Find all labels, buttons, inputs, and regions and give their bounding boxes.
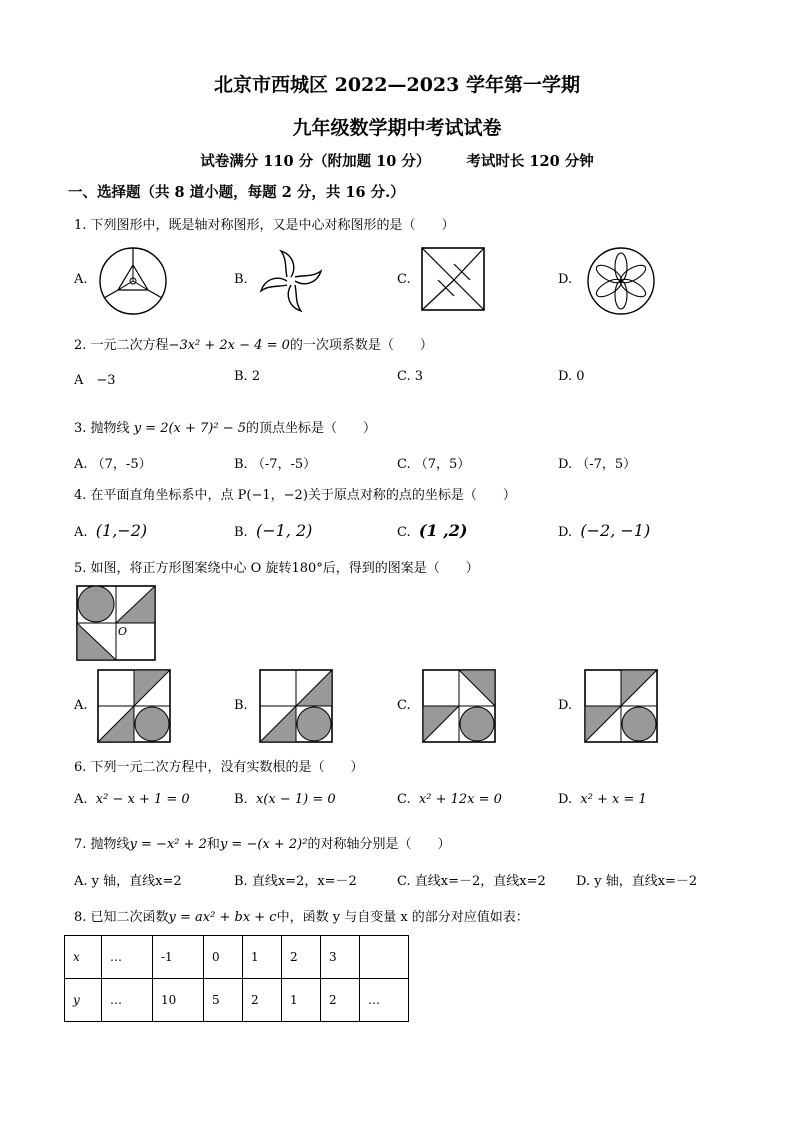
section-title: 一、选择题（共 8 道小题，每题 2 分，共 16 分.） [68, 184, 405, 201]
q1-label-d: D. [558, 272, 573, 287]
q2-option-b: B. 2 [234, 369, 261, 384]
q7-option-c: C. 直线x=－2，直线x=2 [397, 874, 546, 889]
q3-option-a: A. （7，-5） [74, 457, 152, 472]
exam-info [0, 150, 794, 171]
table-row [65, 936, 409, 979]
q5-figure-d [583, 668, 659, 744]
table-cell: 10 [153, 979, 204, 1022]
q7-option-a: A. y 轴，直线x=2 [74, 874, 182, 889]
q1-label-b: B. [234, 272, 248, 287]
q3-equation: y = 2(x + 7)² − 5 [133, 421, 247, 436]
q8-equation: y = ax² + bx + c [168, 910, 277, 925]
q3-option-c: C. （7，5） [397, 457, 471, 472]
q6-option-d: D. x² + x = 1 [558, 792, 647, 807]
table-cell: y [65, 979, 102, 1022]
q5-figure-c [421, 668, 497, 744]
q3-option-d: D. （-7，5） [558, 457, 637, 472]
table-cell: … [102, 936, 153, 979]
q4-option-d: D. (−2, −1) [558, 521, 651, 540]
exam-subtitle: 九年级数学期中考试试卷 [292, 117, 502, 139]
q4-option-b: B. (−1, 2) [234, 521, 313, 540]
table-cell: … [102, 979, 153, 1022]
q4-option-a: A. (1,−2) [74, 521, 148, 540]
q5-figure-b [258, 668, 334, 744]
question-4-text: 4. 在平面直角坐标系中，点 P(−1，−2)关于原点对称的点的坐标是（ ） [74, 488, 516, 503]
q4-option-c: C. (1 ,2) [397, 521, 468, 540]
table-cell: … [360, 979, 409, 1022]
question-8-text: 8. 已知二次函数y = ax² + bx + c中，函数 y 与自变量 x 的部分对应值如表： [74, 910, 529, 925]
q2-equation: −3x² + 2x − 4 = 0 [168, 338, 290, 353]
table-cell: 2 [321, 979, 360, 1022]
q6-option-c: C. x² + 12x = 0 [397, 792, 502, 807]
q1-label-a: A. [74, 272, 88, 287]
q3-option-b: B. （-7，-5） [234, 457, 317, 472]
q5-label-b: B. [234, 698, 248, 713]
q5-label-a: A. [74, 698, 88, 713]
table-row [65, 979, 409, 1022]
question-3-text: 3. 抛物线 y = 2(x + 7)² − 5的顶点坐标是（ ） [74, 421, 377, 436]
table-cell [360, 936, 409, 979]
q6-option-b: B. x(x − 1) = 0 [234, 792, 336, 807]
q2-option-c: C. 3 [397, 369, 424, 384]
q5-figure-a [96, 668, 172, 744]
table-cell: 0 [204, 936, 243, 979]
table-cell: 2 [243, 979, 282, 1022]
table-cell: 1 [282, 979, 321, 1022]
table-cell: 1 [243, 936, 282, 979]
q1-figure-a [96, 244, 170, 318]
q6-option-a: A. x² − x + 1 = 0 [74, 792, 190, 807]
q7-option-d: D. y 轴，直线x=－2 [576, 874, 698, 889]
table-cell: 5 [204, 979, 243, 1022]
q1-figure-b [256, 246, 326, 316]
q7-equation-2: y = −(x + 2)² [219, 837, 308, 852]
q5-original-figure [74, 583, 158, 663]
q7-option-b: B. 直线x=2，x=－2 [234, 874, 357, 889]
q1-label-c: C. [397, 272, 411, 287]
q8-value-table [64, 935, 409, 1022]
question-2-text: 2. 一元二次方程−3x² + 2x − 4 = 0的一次项系数是（ ） [74, 338, 433, 353]
q2-option-d: D. 0 [558, 369, 585, 384]
q2-option-a: A −3 [74, 373, 116, 388]
question-7-text: 7. 抛物线y = −x² + 2和y = −(x + 2)²的对称轴分别是（ ） [74, 837, 451, 852]
question-5-text: 5. 如图，将正方形图案绕中心 O 旋转180°后，得到的图案是（ ） [74, 561, 479, 576]
table-cell: x [65, 936, 102, 979]
q1-figure-c [420, 246, 486, 312]
q7-equation-1: y = −x² + 2 [129, 837, 207, 852]
q5-center-label: O [118, 625, 128, 638]
question-6-text: 6. 下列一元二次方程中，没有实数根的是（ ） [74, 760, 364, 775]
table-cell: -1 [153, 936, 204, 979]
table-cell: 3 [321, 936, 360, 979]
exam-title: 北京市西城区 2022—2023 学年第一学期 [214, 74, 580, 96]
time-info: 考试时长 120 分钟 [466, 153, 594, 170]
score-info: 试卷满分 110 分（附加题 10 分） [200, 153, 431, 170]
q5-label-d: D. [558, 698, 573, 713]
table-cell: 2 [282, 936, 321, 979]
q1-figure-d [584, 244, 658, 318]
question-1-text: 1. 下列图形中，既是轴对称图形，又是中心对称图形的是（ ） [74, 218, 455, 233]
q5-label-c: C. [397, 698, 411, 713]
